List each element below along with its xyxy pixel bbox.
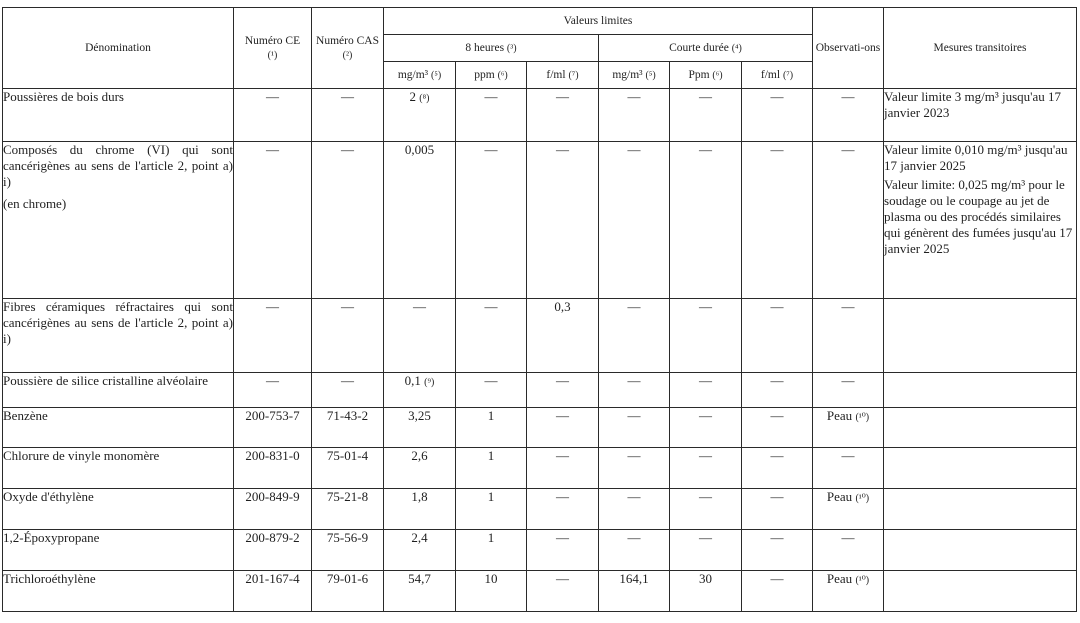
limit-values-table <box>2 7 1077 612</box>
value-short-mg: — <box>599 489 670 530</box>
header-valeurs-limites: Valeurs limites <box>384 8 813 35</box>
substance-name: Poussière de silice cristalline alvéolaire <box>3 373 234 408</box>
value-short-mg: — <box>599 448 670 489</box>
value-short-fml: — <box>742 142 813 299</box>
substance-name: Benzène <box>3 408 234 448</box>
table-row <box>3 142 1077 299</box>
value-8h-ppm: — <box>456 299 527 373</box>
value-8h-mg: 0,005 <box>384 142 456 299</box>
value-short-ppm: — <box>670 142 742 299</box>
header-courte-duree: Courte durée (⁴) <box>599 35 813 62</box>
observation: — <box>813 142 884 299</box>
numero-cas: — <box>312 89 384 142</box>
numero-cas: — <box>312 373 384 408</box>
value-short-ppm: 30 <box>670 571 742 612</box>
numero-cas: — <box>312 142 384 299</box>
value-short-ppm: — <box>670 408 742 448</box>
substance-name: Fibres céramiques réfractaires qui sont cancérigènes au sens de l'article 2, point a) i) <box>3 299 234 373</box>
value-8h-ppm: 1 <box>456 408 527 448</box>
substance-name: Oxyde d'éthylène <box>3 489 234 530</box>
header-unit: mg/m³ (⁵) <box>384 62 456 89</box>
header-unit: Ppm (⁶) <box>670 62 742 89</box>
observation: — <box>813 89 884 142</box>
observation: — <box>813 299 884 373</box>
header-unit: f/ml (⁷) <box>527 62 599 89</box>
header-8-heures: 8 heures (³) <box>384 35 599 62</box>
value-8h-fml: — <box>527 89 599 142</box>
header-observations: Observati-ons <box>813 8 884 89</box>
value-short-ppm: — <box>670 448 742 489</box>
value-short-mg: — <box>599 530 670 571</box>
numero-cas: — <box>312 299 384 373</box>
header-numero-ce: Numéro CE (¹) <box>234 8 312 89</box>
observation: Peau (¹⁰) <box>813 571 884 612</box>
value-8h-mg: 2 (⁸) <box>384 89 456 142</box>
transitional-measure-text: Valeur limite: 0,025 mg/m³ pour le soudage ou le coupage au jet de plasma ou des procédés similaires qui génèrent des fumées jusqu'au 17 janvier 2025 <box>884 177 1073 256</box>
transitional-measures <box>884 89 1077 142</box>
header-unit: f/ml (⁷) <box>742 62 813 89</box>
transitional-measures <box>884 408 1077 448</box>
transitional-measures <box>884 448 1077 489</box>
numero-cas: 71-43-2 <box>312 408 384 448</box>
substance-name: Chlorure de vinyle monomère <box>3 448 234 489</box>
numero-ce: — <box>234 373 312 408</box>
numero-ce: 200-879-2 <box>234 530 312 571</box>
transitional-measures <box>884 530 1077 571</box>
value-8h-fml: — <box>527 408 599 448</box>
table-row <box>3 299 1077 373</box>
numero-cas: 79-01-6 <box>312 571 384 612</box>
numero-cas: 75-01-4 <box>312 448 384 489</box>
header-numero-cas: Numéro CAS (²) <box>312 8 384 89</box>
value-8h-mg: 2,6 <box>384 448 456 489</box>
transitional-measures <box>884 299 1077 373</box>
value-short-mg: — <box>599 89 670 142</box>
value-short-mg: — <box>599 142 670 299</box>
observation: — <box>813 448 884 489</box>
value-8h-ppm: 1 <box>456 530 527 571</box>
header-denomination: Dénomination <box>3 8 234 89</box>
value-8h-ppm: 1 <box>456 489 527 530</box>
transitional-measures <box>884 373 1077 408</box>
transitional-measures <box>884 489 1077 530</box>
observation: — <box>813 373 884 408</box>
value-8h-fml: — <box>527 142 599 299</box>
observation: Peau (¹⁰) <box>813 408 884 448</box>
value-8h-mg: 1,8 <box>384 489 456 530</box>
substance-name: Poussières de bois durs <box>3 89 234 142</box>
numero-cas: 75-21-8 <box>312 489 384 530</box>
value-short-ppm: — <box>670 530 742 571</box>
value-short-fml: — <box>742 89 813 142</box>
value-short-fml: — <box>742 489 813 530</box>
numero-ce: 200-753-7 <box>234 408 312 448</box>
value-short-ppm: — <box>670 89 742 142</box>
value-8h-mg: 54,7 <box>384 571 456 612</box>
table-row <box>3 571 1077 612</box>
value-short-ppm: — <box>670 489 742 530</box>
table-row <box>3 373 1077 408</box>
transitional-measure-text: Valeur limite 0,010 mg/m³ jusqu'au 17 janvier 2025 <box>884 142 1068 173</box>
value-8h-mg: 3,25 <box>384 408 456 448</box>
value-8h-ppm: 10 <box>456 571 527 612</box>
value-8h-ppm: — <box>456 373 527 408</box>
numero-ce: 200-849-9 <box>234 489 312 530</box>
value-short-fml: — <box>742 571 813 612</box>
substance-name: Trichloroéthylène <box>3 571 234 612</box>
table-row <box>3 448 1077 489</box>
numero-ce: — <box>234 142 312 299</box>
value-8h-ppm: — <box>456 89 527 142</box>
table-row <box>3 530 1077 571</box>
value-short-mg: — <box>599 408 670 448</box>
value-8h-ppm: 1 <box>456 448 527 489</box>
value-8h-mg: 2,4 <box>384 530 456 571</box>
header-unit: mg/m³ (⁵) <box>599 62 670 89</box>
value-8h-fml: — <box>527 571 599 612</box>
table-row <box>3 489 1077 530</box>
header-mesures-transitoires: Mesures transitoires <box>884 8 1077 89</box>
value-8h-mg: 0,1 (⁹) <box>384 373 456 408</box>
value-short-fml: — <box>742 448 813 489</box>
value-8h-fml: 0,3 <box>527 299 599 373</box>
value-short-ppm: — <box>670 299 742 373</box>
numero-ce: 200-831-0 <box>234 448 312 489</box>
numero-cas: 75-56-9 <box>312 530 384 571</box>
transitional-measures <box>884 571 1077 612</box>
observation: — <box>813 530 884 571</box>
value-8h-mg: — <box>384 299 456 373</box>
transitional-measures <box>884 142 1077 299</box>
table-row <box>3 89 1077 142</box>
header-unit: ppm (⁶) <box>456 62 527 89</box>
value-8h-fml: — <box>527 373 599 408</box>
observation: Peau (¹⁰) <box>813 489 884 530</box>
substance-name: 1,2-Époxypropane <box>3 530 234 571</box>
substance-name: Composés du chrome (VI) qui sont cancérigènes au sens de l'article 2, point a) i) (en chrome) <box>3 142 234 299</box>
value-short-mg: — <box>599 373 670 408</box>
table-row <box>3 408 1077 448</box>
value-8h-fml: — <box>527 530 599 571</box>
value-short-mg: — <box>599 299 670 373</box>
value-short-mg: 164,1 <box>599 571 670 612</box>
numero-ce: — <box>234 299 312 373</box>
value-short-ppm: — <box>670 373 742 408</box>
value-8h-fml: — <box>527 489 599 530</box>
value-short-fml: — <box>742 530 813 571</box>
value-8h-ppm: — <box>456 142 527 299</box>
value-8h-fml: — <box>527 448 599 489</box>
value-short-fml: — <box>742 373 813 408</box>
transitional-measure-text: Valeur limite 3 mg/m³ jusqu'au 17 janvier 2023 <box>884 89 1062 120</box>
value-short-fml: — <box>742 299 813 373</box>
value-short-fml: — <box>742 408 813 448</box>
numero-ce: — <box>234 89 312 142</box>
numero-ce: 201-167-4 <box>234 571 312 612</box>
